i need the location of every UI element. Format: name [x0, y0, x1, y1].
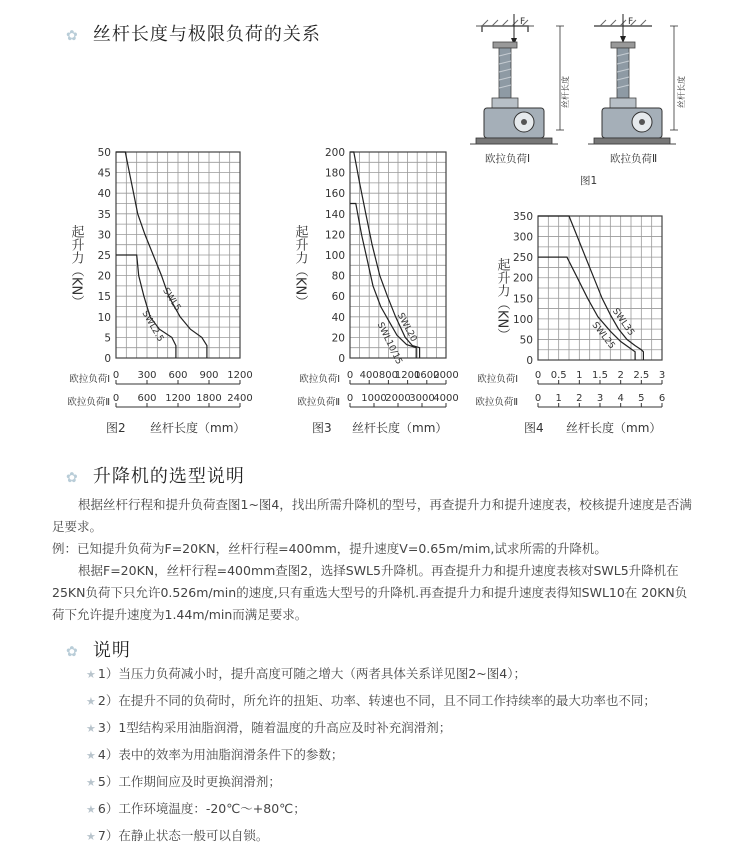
section3-title: 说明	[92, 640, 131, 661]
y-tick-label: 160	[324, 188, 345, 201]
euler2-tick-label: 3000	[409, 393, 435, 404]
svg-text:F: F	[628, 17, 634, 27]
y-tick-label: 150	[512, 293, 533, 306]
svg-text:F: F	[520, 17, 526, 27]
euler2-tick-label: 1000	[361, 393, 387, 404]
euler1-tick-label: 900	[199, 370, 219, 381]
y-tick-label: 50	[97, 147, 111, 159]
fig1-left-unit	[470, 14, 564, 144]
euler1-tick-label: 0	[112, 370, 120, 381]
euler2-tick-label: 0	[346, 393, 354, 404]
selection-example: 例：已知提升负荷为F=20KN，丝杆行程=400mm，提升速度V=0.65m/mim,试求所需的升降机。	[52, 541, 607, 556]
y-tick-label: 40	[331, 311, 345, 324]
y-tick-label: 0	[526, 355, 533, 367]
y-tick-label: 45	[97, 167, 111, 180]
euler1-tick-label: 300	[137, 370, 157, 381]
y-axis-label: 起升力（KN）	[68, 225, 84, 309]
euler2-tick-label: 3	[596, 393, 604, 404]
y-tick-label: 35	[97, 208, 111, 221]
section1-header	[66, 20, 321, 46]
section2-header	[66, 462, 245, 488]
euler2-label: 欧拉负荷Ⅱ	[297, 397, 340, 408]
euler1-tick-label: 600	[168, 370, 188, 381]
star-icon: ★	[86, 830, 96, 843]
y-tick-label: 20	[331, 332, 345, 345]
note-item: ★ 7）在静止状态一般可以自锁。	[86, 828, 269, 843]
euler2-tick-label: 1800	[196, 393, 222, 404]
y-tick-label: 120	[324, 229, 345, 242]
y-tick-label: 250	[512, 252, 533, 265]
chart-fig2	[0, 130, 262, 445]
euler2-label: 欧拉负荷Ⅱ	[475, 397, 518, 408]
x-axis-label: 丝杆长度（mm）	[150, 421, 246, 435]
euler2-tick-label: 1	[555, 393, 562, 404]
note-item: ★ 5）工作期间应及时更换润滑剂；	[86, 774, 281, 789]
euler2-tick-label: 4	[617, 393, 624, 404]
y-tick-label: 100	[512, 313, 533, 326]
flower-icon: ✿	[66, 28, 78, 44]
y-tick-label: 40	[97, 188, 111, 201]
euler2-tick-label: 6	[658, 393, 666, 404]
euler1-tick-label: 2000	[433, 370, 459, 381]
y-tick-label: 60	[331, 291, 345, 304]
chart-fig4	[472, 190, 750, 445]
star-icon: ★	[86, 749, 96, 762]
euler1-tick-label: 1.5	[592, 370, 608, 381]
euler1-label: 欧拉负荷Ⅰ	[477, 374, 518, 385]
euler2-tick-label: 2	[576, 393, 583, 404]
flower-icon: ✿	[66, 644, 78, 660]
euler2-label: 欧拉负荷Ⅱ	[67, 397, 110, 408]
figure-caption: 图4	[524, 421, 544, 435]
euler1-tick-label: 2.5	[633, 370, 650, 381]
euler1-tick-label: 1	[576, 370, 583, 381]
euler1-tick-label: 1600	[414, 370, 440, 381]
star-icon: ★	[86, 776, 96, 789]
euler1-tick-label: 1200	[227, 370, 253, 381]
y-tick-label: 300	[512, 231, 533, 244]
euler2-tick-label: 5	[638, 393, 645, 404]
x-axis-label: 丝杆长度（mm）	[566, 421, 662, 435]
figure-caption: 图3	[312, 421, 332, 435]
euler1-tick-label: 400	[359, 370, 379, 381]
euler2-tick-label: 0	[112, 393, 120, 404]
y-tick-label: 5	[104, 332, 111, 345]
section2-title: 升降机的选型说明	[92, 466, 245, 487]
fig1-right-caption: 欧拉负荷Ⅱ	[610, 153, 658, 165]
euler1-tick-label: 0	[534, 370, 542, 381]
y-tick-label: 20	[97, 270, 111, 283]
series-label: SWL35	[609, 306, 636, 338]
fig1-diagram	[470, 12, 710, 187]
chart-fig3	[262, 130, 472, 445]
euler1-tick-label: 0.5	[550, 370, 567, 381]
section1-title: 丝杆长度与极限负荷的关系	[92, 24, 321, 45]
y-tick-label: 140	[324, 208, 345, 221]
euler2-tick-label: 2000	[385, 393, 411, 404]
y-tick-label: 15	[97, 291, 111, 304]
x-axis-label: 丝杆长度（mm）	[352, 421, 448, 435]
fig1-left-caption: 欧拉负荷Ⅰ	[485, 153, 531, 165]
fig1-right-unit	[588, 14, 678, 144]
euler2-tick-label: 1200	[165, 393, 191, 404]
euler2-tick-label: 600	[137, 393, 157, 404]
y-tick-label: 0	[104, 353, 111, 365]
series-label: SWL20	[394, 311, 419, 344]
y-tick-label: 350	[512, 211, 533, 223]
euler1-tick-label: 2	[617, 370, 624, 381]
star-icon: ★	[86, 803, 96, 816]
star-icon: ★	[86, 722, 96, 735]
note-item: ★ 3）1型结构采用油脂润滑，随着温度的升高应及时补充润滑剂；	[86, 720, 452, 735]
series-label: SWL10/15	[374, 320, 404, 367]
section3-header	[66, 636, 131, 662]
figure-caption: 图2	[106, 421, 126, 435]
y-tick-label: 200	[324, 147, 345, 159]
euler1-label: 欧拉负荷Ⅰ	[299, 374, 340, 385]
fig1-right-length-label: 丝杆长度	[677, 76, 686, 108]
y-tick-label: 50	[519, 334, 533, 347]
series-label: SWL25	[589, 320, 617, 352]
series-label: SWL5	[160, 286, 183, 314]
star-icon: ★	[86, 695, 96, 708]
selection-paragraph-1: 根据丝杆行程和提升负荷查图1~图4，找出所需升降机的型号，再查提升力和提升速度表，校核提升速度是否满足要求。	[52, 497, 692, 534]
note-item: ★ 6）工作环境温度：-20℃～+80℃；	[86, 801, 306, 816]
star-icon: ★	[86, 668, 96, 681]
y-tick-label: 80	[331, 270, 345, 283]
note-item: ★ 4）表中的效率为用油脂润滑条件下的参数；	[86, 747, 344, 762]
euler1-label: 欧拉负荷Ⅰ	[69, 374, 110, 385]
y-tick-label: 25	[97, 250, 111, 262]
selection-paragraph-3: 根据F=20KN，丝杆行程=400mm查图2，选择SWL5升降机。再查提升力和提升速度表核对SWL5升降机在25KN负荷下只允许0.526m/min的速度,只有重选大型号的升降机.再查提升力和提升速度表得知SWL10在 20KN负荷下允许提升速度为1.44m/min而满足要求。	[52, 563, 688, 622]
euler2-tick-label: 0	[534, 393, 542, 404]
euler1-tick-label: 800	[378, 370, 398, 381]
note-item: ★ 1）当压力负荷减小时，提升高度可随之增大（两者具体关系详见图2~图4）；	[86, 666, 526, 681]
euler2-tick-label: 4000	[433, 393, 459, 404]
y-tick-label: 100	[324, 250, 345, 262]
y-tick-label: 200	[512, 272, 533, 285]
y-axis-label: 起升力（KN）	[494, 258, 510, 342]
y-tick-label: 30	[97, 229, 111, 242]
notes-list	[86, 664, 656, 853]
euler2-tick-label: 2400	[227, 393, 253, 404]
euler1-tick-label: 1200	[394, 370, 421, 381]
fig1-left-length-label: 丝杆长度	[561, 76, 570, 108]
euler1-tick-label: 3	[658, 370, 666, 381]
note-item: ★ 2）在提升不同的负荷时，所允许的扭矩、功率、转速也不同，且不同工作持续率的最大功率也不同；	[86, 693, 656, 708]
y-tick-label: 10	[97, 311, 111, 324]
series-label: SWL2.5	[139, 309, 166, 344]
euler1-tick-label: 0	[346, 370, 354, 381]
y-tick-label: 180	[324, 167, 345, 180]
y-tick-label: 0	[338, 353, 345, 365]
y-axis-label: 起升力（KN）	[292, 225, 308, 309]
flower-icon: ✿	[66, 470, 78, 486]
fig1-caption: 图1	[580, 175, 598, 187]
